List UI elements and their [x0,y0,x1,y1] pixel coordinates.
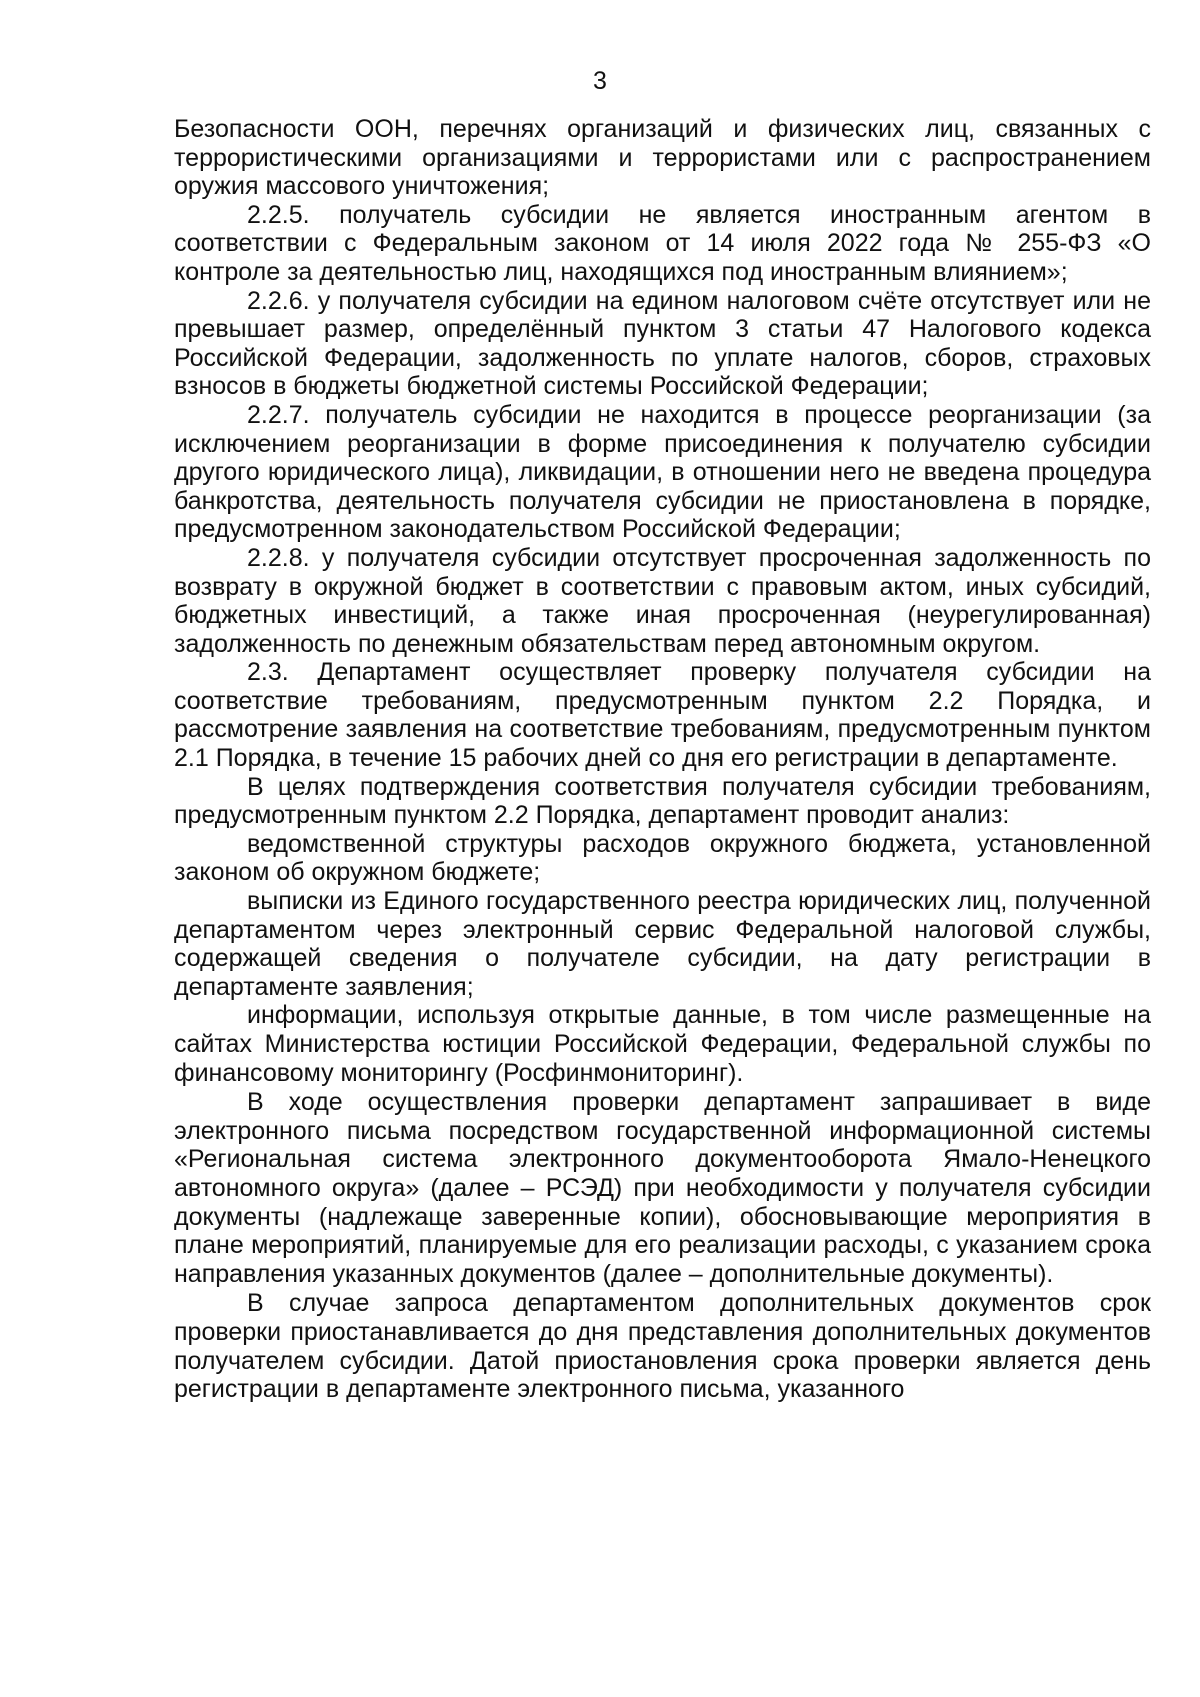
paragraph-2-2-7: 2.2.7. получатель субсидии не находится в процессе реорганизации (за исключением реорганизации в форме присоединения к получателю субсидии другого юридического лица), ликвидации, в отношении него не введена процедура банкротства, деятельность получателя субсидии не приостановлена в порядке, предусмотренном законодательством Российской Федерации; [174,400,1151,544]
paragraph-analysis-open-data: информации, используя открытые данные, в том числе размещенные на сайтах Министерства юстиции Российской Федерации, Федеральной службы по финансовому мониторингу (Росфинмониторинг). [174,1001,1151,1087]
paragraph-2-2-6: 2.2.6. у получателя субсидии на едином налоговом счёте отсутствует или не превышает размер, определённый пунктом 3 статьи 47 Налогового кодекса Российской Федерации, задолженность по уплате налогов, сборов, страховых взносов в бюджеты бюджетной системы Российской Федерации; [174,286,1151,401]
paragraph-2-2-5: 2.2.5. получатель субсидии не является иностранным агентом в соответствии с Федеральным законом от 14 июля 2022 года № 255-ФЗ «О контроле за деятельностью лиц, находящихся под иностранным влиянием»; [174,200,1151,286]
paragraph-2-2-8: 2.2.8. у получателя субсидии отсутствует просроченная задолженность по возврату в окружной бюджет в соответствии с правовым актом, иных субсидий, бюджетных инвестиций, а также иная просроченная (неурегулированная) задолженность по денежным обязательствам перед автономным округом. [174,543,1151,658]
paragraph-2-3: 2.3. Департамент осуществляет проверку получателя субсидии на соответствие требованиям, предусмотренным пунктом 2.2 Порядка, и рассмотрение заявления на соответствие требованиям, предусмотренным пунктом 2.1 Порядка, в течение 15 рабочих дней со дня его регистрации в департаменте. [174,658,1151,773]
page-number: 3 [593,67,607,95]
paragraph-analysis-registry-extract: выписки из Единого государственного реестра юридических лиц, полученной департаментом через электронный сервис Федеральной налоговой службы, содержащей сведения о получателе субсидии, на дату регистрации в департаменте заявления; [174,887,1151,1001]
paragraph-analysis-intro: В целях подтверждения соответствия получателя субсидии требованиям, предусмотренным пунктом 2.2 Порядка, департамент проводит анализ: [174,772,1151,830]
paragraph-continuation: Безопасности ООН, перечнях организаций и физических лиц, связанных с террористическими организациями и террористами или с распространением оружия массового уничтожения; [174,115,1151,201]
document-body [174,115,1151,1404]
paragraph-additional-documents-request: В ходе осуществления проверки департамент запрашивает в виде электронного письма посредством государственной информационной системы «Региональная система электронного документооборота Ямало-Ненецкого автономного округа» (далее – РСЭД) при необходимости у получателя субсидии документы (надлежаще заверенные копии), обосновывающие мероприятия в плане мероприятий, планируемые для его реализации расходы, с указанием срока направления указанных документов (далее – дополнительные документы). [174,1088,1151,1288]
paragraph-verification-suspension: В случае запроса департаментом дополнительных документов срок проверки приостанавливается до дня представления дополнительных документов получателем субсидии. Датой приостановления срока проверки является день регистрации в департаменте электронного письма, указанного [174,1289,1151,1404]
paragraph-analysis-budget-structure: ведомственной структуры расходов окружного бюджета, установленной законом об окружном бюджете; [174,829,1151,887]
